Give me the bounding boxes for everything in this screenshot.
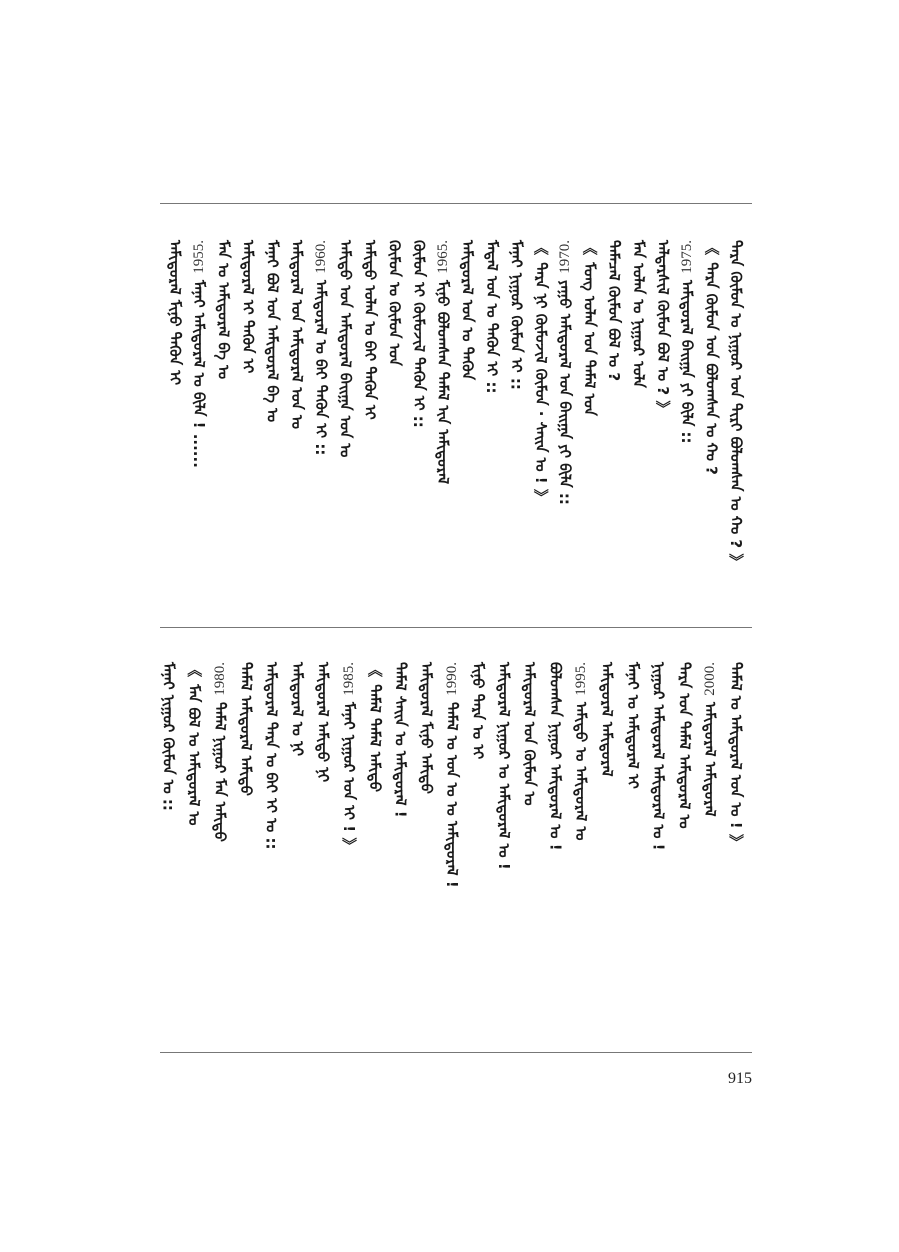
poem-line [726,240,746,580]
poem-text: ᠠᠮᠢᠳᠤᠷᠠᠯ ᠠᠮᠢᠳᠤᠷᠠᠯ [701,701,720,817]
poem-line [238,240,258,580]
poem-text: ᠬᠦᠮᠦᠨ ᠤ ᠬᠦᠮᠦᠨ ᠤᠨ [385,240,404,366]
poem-line [571,662,591,962]
poem-line [604,240,624,580]
poem-line [391,662,411,962]
poem-text: ᠲᠡᠮᠡᠯ ᠤ ᠤᠨ ᠤ ᠤ ᠠᠮᠢᠳᠤᠷᠠᠯ ! [443,701,462,888]
poem-line [494,662,514,962]
poem-text: ᠮᠠᠨ ᠤ ᠠᠮᠢᠳᠤᠷᠠᠯ ᠪᠠ ᠤ [214,240,233,380]
poem-text: ᠮᠠᠨᠠᠢ ᠨᠢᠭᠤᠷ ᠬᠦᠮᠦᠨ ᠢ :: [507,240,526,390]
upper-poem-section [160,240,752,580]
poem-text: ᠠᠮᠢᠳᠤ ᠣᠯᠠᠨ ᠤ ᠪᠠᠢ ᠲᠡᠭᠦᠨ ᠢ [361,240,379,420]
poem-line [653,240,673,580]
poem-text: ᠲᠡᠷᠡ ᠬᠦᠮᠦᠨ ᠣ ᠨᠢᠭᠤᠷ ᠤᠨ ᠲᠢᠷᠢ ᠪᠣᠯᠣᠭᠰᠠᠨ ᠤ ᠬᠣ ? 》 [727,240,745,570]
bottom-rule [160,1052,752,1053]
poem-text: ᠠᠮᠢᠳᠤ ᠤᠨ ᠠᠮᠢᠳᠤᠷᠠᠯ ᠪᠠᠢᠭᠠ ᠤᠨ ᠤ [336,240,355,458]
poem-line [311,240,331,580]
poem-text: ᠠᠯᠳᠠᠷᠰᠢᠯ ᠬᠦᠮᠦᠨ ᠪᠣᠯ ᠤ ? 》 [653,240,672,417]
poem-text: ᠪᠣᠯᠣᠭᠰᠠᠨ ᠨᠢᠭᠤᠷ ᠠᠮᠢᠳᠤᠷᠠᠯ ᠤ ! [546,662,565,851]
year-label: 1965. [435,240,452,274]
poem-line [313,662,333,962]
poem-line [409,240,429,580]
year-label: 1955. [191,240,208,274]
poem-text: ᠮᠠᠨᠠᠢ ᠠᠮᠢᠳᠤᠷᠠᠯ ᠤ ᠪᠢᠯᠡ ! ...... [190,279,209,468]
poem-text: ᠠᠮᠢᠳᠤᠷᠠᠯ ᠠᠮᠢᠳᠤᠷᠠᠯ [598,662,616,777]
poem-line [262,662,282,962]
poem-line [649,662,669,962]
poem-line [700,662,720,962]
poem-text: ᠨᠢᠭᠤᠷ ᠠᠮᠢᠳᠤᠷᠠᠯ ᠠᠮᠢᠳᠤᠷᠠᠯ ᠤ ! [649,662,668,851]
poem-text: ᠮᠠᠨ ᠣᠯᠠᠨ ᠤ ᠨᠢᠭᠤᠷ ᠣᠯᠠ [629,240,648,388]
poem-line [236,662,256,962]
poem-line [674,662,694,962]
middle-rule [160,627,752,628]
lower-poem-section [160,662,752,962]
poem-line [677,240,697,580]
poem-text: ᠲᠡᠮᠡᠯ ᠨᠢᠭᠤᠷ ᠮᠠᠨ ᠠᠮᠢᠳᠤ [211,701,229,842]
year-label: 1990. [444,662,461,696]
year-label: 1995. [573,662,590,696]
poem-text: ᠠᠮᠢᠳᠤᠷᠠᠯ ᠮᠢᠨᠦ ᠠᠮᠢᠳᠤ [417,662,436,794]
poem-line [442,662,462,962]
poem-text: ᠠᠮᠢᠳᠤᠷᠠᠯ ᠢ ᠲᠡᠭᠦᠨ ᠢ [239,240,257,374]
year-label: 1980. [212,662,228,696]
poem-line [458,240,478,580]
poem-line [365,662,385,962]
poem-line [210,662,230,962]
poem-line [287,662,307,962]
poem-line [433,240,453,580]
poem-text: ᠮᠠᠨᠠᠢ ᠤ ᠠᠮᠢᠳᠤᠷᠠᠯ ᠢ [623,662,642,789]
poem-text: ᠠᠮᠢᠳᠤ ᠤ ᠠᠮᠢᠳᠤᠷᠠᠯ ᠤ [572,701,591,841]
poem-text: ᠠᠮᠢᠳᠤᠷᠠᠯ ᠤᠨ ᠠᠮᠢᠳᠤᠷᠠᠯ ᠤᠨ ᠤ [287,240,306,429]
poem-line [158,662,178,962]
year-label: 1970. [557,240,574,274]
poem-text: 《 ᠮᠠᠨ ᠪᠣᠯ ᠤ ᠠᠮᠢᠳᠤᠷᠠᠯ ᠤ [185,662,204,826]
poem-text: ᠮᠠᠨᠠᠢ ᠨᠢᠭᠤᠷ ᠤᠨ ᠢ ! 》 [340,701,358,854]
year-label: 1975. [679,240,696,274]
poem-text: ᠠᠮᠢᠳᠤᠷᠠᠯ ᠲᠡᠷᠡ ᠤ ᠪᠠᠢ ᠢ ᠤ :: [262,662,281,850]
poem-text: 《 ᠲᠡᠷᠡ ᠨᠢ ᠬᠦᠮᠦᠵᠢᠯ ᠬᠦᠮᠦᠨ · ᠰᠠᠢᠨ ᠤ ! 》 [531,240,550,505]
poem-line [468,662,488,962]
poem-line [262,240,282,580]
poem-line [339,662,359,962]
poem-text: ᠠᠮᠢᠳᠤᠷᠠᠯ ᠤᠨ ᠤ ᠲᠡᠭᠦᠨ [458,240,477,380]
poem-text: 《 ᠲᠡᠷᠡ ᠬᠦᠮᠦᠨ ᠤᠨ ᠪᠣᠯᠤᠭᠰᠠᠨ ᠤ ᠬᠣ ? [702,240,721,475]
poem-line [628,240,648,580]
poem-text: ᠲᠡᠮᠡᠯ ᠰᠠᠢᠨ ᠤ ᠠᠮᠢᠳᠤᠷᠠᠯ ! [391,662,410,818]
poem-text: ᠠᠮᠢᠳᠤᠷᠠᠯ ᠠᠮᠢᠳᠤ ᠨᠢ [314,662,333,783]
poem-line [597,662,617,962]
poem-line [726,662,746,962]
poem-line [416,662,436,962]
poem-text: ᠶᠠᠭᠤ ᠠᠮᠢᠳᠤᠷᠠᠯ ᠤᠨ ᠪᠠᠢᠭᠠ ᠶᠢ ᠪᠢᠯᠡ :: [556,279,575,505]
poem-line [702,240,722,580]
poem-line [336,240,356,580]
poem-line [189,240,209,580]
year-label: 1960. [313,240,330,274]
poem-line [184,662,204,962]
poem-line [545,662,565,962]
poem-text: ᠠᠮᠢᠳᠤᠷᠠᠯ ᠤ ᠨᠢ [288,662,307,756]
poem-text: ᠠᠮᠢᠳᠤᠷᠠᠯ ᠤ ᠪᠠᠢ ᠲᠡᠭᠦᠨ ᠢ :: [312,279,331,456]
poem-text: ᠠᠮᠢᠳᠤᠷᠠᠯ ᠮᠢᠨᠦ ᠲᠡᠭᠦᠨ ᠢ [165,240,184,386]
poem-text: ᠠᠮᠢᠳᠤᠷᠠᠯ ᠤᠨ ᠬᠦᠮᠦᠨ ᠤ [520,662,539,806]
poem-text: ᠬᠦᠮᠦᠨ ᠢ ᠬᠦᠮᠦᠵᠢᠯ ᠲᠡᠭᠦᠨ ᠢ :: [409,240,428,428]
poem-text: ᠠᠮᠢᠳᠤᠷᠠᠯ ᠨᠢᠭᠤᠷ ᠤ ᠠᠮᠢᠳᠤᠷᠠᠯ ᠤ ! [494,662,513,870]
top-rule [160,203,752,204]
poem-line [384,240,404,580]
poem-line [555,240,575,580]
poem-text: ᠲᠡᠮᠡᠯ ᠠᠮᠢᠳᠤᠷᠠᠯ ᠠᠮᠢᠳᠤ [236,662,255,796]
poem-text: ᠠᠮᠢᠳᠤᠷᠠᠯ ᠪᠠᠢᠭᠠ ᠶᠢ ᠪᠢᠯᠡ :: [678,279,697,444]
poem-text: ᠲᠡᠷᠡ ᠤᠨ ᠲᠡᠮᠡᠯ ᠠᠮᠢᠳᠤᠷᠠᠯ ᠤ [675,662,694,829]
poem-line [623,662,643,962]
poem-line [580,240,600,580]
poem-text: 《 ᠲᠡᠮᠡᠯ ᠲᠡᠮᠡᠯ ᠠᠮᠢᠳᠤ [365,662,384,792]
poem-text: ᠮᠠᠨᠠᠢ ᠨᠢᠭᠤᠷ ᠬᠦᠮᠦᠨ ᠤ :: [159,662,178,811]
poem-text: ᠲᠡᠮᠡᠴᠡᠯ ᠬᠦᠮᠦᠨ ᠪᠣᠯ ᠤ ? [605,240,623,382]
poem-line [165,240,185,580]
poem-text: ᠲᠡᠮᠡᠯ ᠤ ᠠᠮᠢᠳᠤᠷᠠᠯ ᠤᠨ ᠤ ! 》 [727,662,745,850]
poem-line [520,662,540,962]
poem-line [214,240,234,580]
year-label: 1985. [341,662,357,696]
poem-line [506,240,526,580]
poem-text: ᠮᠢᠨᠦ ᠪᠣᠯᠣᠭᠰᠠᠨ ᠲᠡᠮᠡᠯ ᠢᠨ ᠠᠮᠢᠳᠤᠷᠠᠯ [434,279,453,484]
poem-line [287,240,307,580]
poem-line [360,240,380,580]
poem-text: ᠮᠢᠨᠦ ᠲᠡᠷᠡ ᠤ ᠢ [469,662,487,760]
page-number: 915 [728,1070,752,1087]
poem-text: ᠮᠡᠳᠡᠯ ᠤᠨ ᠤ ᠲᠡᠭᠦᠨ ᠢ :: [483,240,501,394]
year-label: 2000. [702,662,719,696]
poem-line [482,240,502,580]
poem-text: ᠮᠠᠨᠠᠢ ᠪᠣᠯ ᠤᠨ ᠠᠮᠢᠳᠤᠷᠠᠯ ᠪᠠ ᠤ [263,240,282,423]
poem-text: 《 ᠮᠣᠩ ᠣᠯᠠᠨ ᠤᠨ ᠲᠡᠮᠡᠯ ᠤᠨ [580,240,599,416]
poem-line [531,240,551,580]
